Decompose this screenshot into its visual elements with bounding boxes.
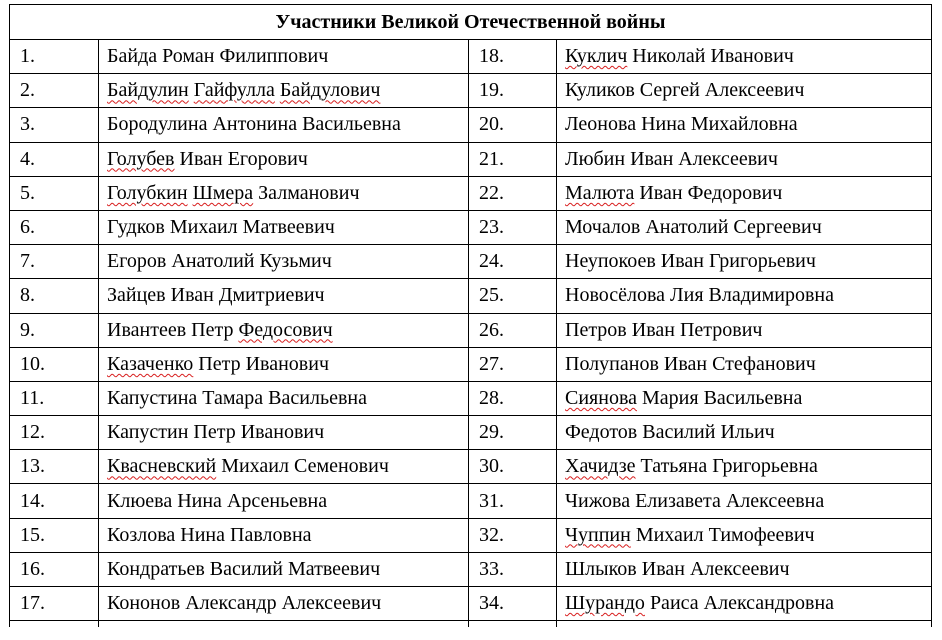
name-word: Федосович: [238, 318, 333, 341]
name-word: Мария: [642, 386, 699, 409]
left-name-cell: [99, 587, 469, 621]
name-word: Матвеевич: [242, 216, 335, 239]
left-number-cell: 5.: [10, 176, 99, 210]
name-word: Григорьевич: [709, 250, 816, 273]
empty-cell: [557, 621, 932, 628]
right-name-cell: [557, 416, 932, 450]
name-word: Петров: [565, 318, 627, 341]
name-word: Иван: [663, 352, 708, 375]
table-row: [10, 313, 932, 347]
right-name-cell: [557, 142, 932, 176]
table-row-continuation: [10, 621, 932, 628]
name-word: Васильевна: [268, 386, 367, 409]
name-word: Иван: [641, 557, 685, 580]
name-word: Чижова: [565, 489, 631, 512]
left-name-cell: [99, 552, 469, 586]
name-word: Нина: [177, 489, 222, 512]
right-name-cell: [557, 245, 932, 279]
table-row: [10, 108, 932, 142]
right-number-cell: 31.: [469, 484, 557, 518]
name-word: Петрович: [679, 318, 763, 341]
name-word: Иван: [660, 250, 704, 273]
right-name-cell: [557, 108, 932, 142]
name-word: Зайцев: [107, 284, 166, 307]
empty-cell: [10, 621, 99, 628]
name-word: Стефанович: [712, 352, 816, 375]
name-word: Леонова: [565, 113, 637, 136]
name-word: Гудков: [107, 216, 165, 239]
right-number-cell: 18.: [469, 40, 557, 74]
right-name-cell: [557, 450, 932, 484]
name-word: Алексеевна: [725, 489, 825, 512]
name-word: Егорович: [227, 147, 308, 170]
table-title: Участники Великой Отечественной войны: [10, 5, 932, 40]
name-word: Сергеевич: [733, 216, 822, 239]
right-number-cell: 26.: [469, 313, 557, 347]
right-name-cell: [557, 74, 932, 108]
name-word: Филиппович: [219, 45, 329, 68]
name-word: Иванович: [240, 421, 325, 444]
left-number-cell: 12.: [10, 416, 99, 450]
name-word: Михаил: [169, 216, 238, 239]
right-number-cell: 27.: [469, 347, 557, 381]
table-row: [10, 74, 932, 108]
name-word: Алексеевич: [281, 592, 382, 615]
left-name-cell: [99, 347, 469, 381]
right-name-cell: [557, 552, 932, 586]
empty-cell: [469, 621, 557, 628]
left-name-cell: [99, 142, 469, 176]
left-name-cell: [99, 381, 469, 415]
name-word: Шурандо: [565, 592, 645, 615]
name-word: Анатолий: [645, 216, 729, 239]
name-word: Козлова: [107, 523, 176, 546]
table-row: [10, 176, 932, 210]
table-row: [10, 484, 932, 518]
name-word: Раиса: [649, 592, 699, 615]
veterans-table: [9, 4, 932, 627]
left-number-cell: 4.: [10, 142, 99, 176]
right-number-cell: 23.: [469, 210, 557, 244]
name-word: Семенович: [293, 455, 389, 478]
name-word: Кузьмич: [259, 250, 332, 273]
name-word: Голубкин: [107, 181, 188, 204]
left-name-cell: [99, 176, 469, 210]
name-word: Хачидзе: [565, 455, 636, 478]
name-word: Капустина: [107, 386, 198, 409]
name-word: Иван: [631, 318, 675, 341]
name-word: Михаил: [635, 523, 704, 546]
name-word: Григорьевна: [712, 455, 818, 478]
name-word: Ильич: [720, 421, 775, 444]
table-row: [10, 279, 932, 313]
table-body: [10, 40, 932, 628]
table-row: [10, 347, 932, 381]
name-word: Владимировна: [708, 284, 834, 307]
name-word: Иван: [630, 147, 674, 170]
name-word: Алексеевич: [689, 557, 790, 580]
name-word: Новосёлова: [565, 284, 666, 307]
name-word: Иван: [170, 284, 214, 307]
left-name-cell: [99, 245, 469, 279]
name-word: Нина: [641, 113, 686, 136]
name-word: Васильевна: [703, 386, 803, 409]
table-row: [10, 552, 932, 586]
name-word: Чуппин: [565, 523, 631, 546]
right-name-cell: [557, 587, 932, 621]
name-word: Сиянова: [565, 386, 638, 409]
right-name-cell: [557, 484, 932, 518]
name-word: Тимофеевич: [708, 523, 815, 546]
name-word: Матвеевич: [287, 557, 381, 580]
name-word: Петр: [191, 318, 234, 341]
name-word: Иван: [639, 181, 683, 204]
left-name-cell: [99, 518, 469, 552]
name-word: Полупанов: [565, 352, 659, 375]
left-name-cell: [99, 108, 469, 142]
empty-cell: [99, 621, 469, 628]
name-word: Бородулина: [107, 113, 208, 136]
right-number-cell: 33.: [469, 552, 557, 586]
left-number-cell: 16.: [10, 552, 99, 586]
right-number-cell: 25.: [469, 279, 557, 313]
table-row: [10, 416, 932, 450]
name-word: Алексеевич: [704, 79, 805, 102]
name-word: Иванович: [710, 45, 794, 68]
name-word: Шмера: [192, 181, 254, 204]
left-name-cell: [99, 74, 469, 108]
name-word: Мочалов: [565, 216, 641, 239]
name-word: Лия: [670, 284, 704, 307]
table-row: [10, 245, 932, 279]
right-name-cell: [557, 313, 932, 347]
name-word: Неупокоев: [565, 250, 656, 273]
name-word: Васильевна: [302, 113, 401, 136]
right-number-cell: 20.: [469, 108, 557, 142]
name-word: Залманович: [258, 181, 360, 204]
name-word: Капустин: [107, 421, 189, 444]
table-row: [10, 518, 932, 552]
name-word: Любин: [565, 147, 626, 170]
name-word: Сергей: [639, 79, 700, 102]
left-number-cell: 15.: [10, 518, 99, 552]
name-word: Арсеньевна: [226, 489, 328, 512]
left-number-cell: 17.: [10, 587, 99, 621]
name-word: Алексеевич: [678, 147, 778, 170]
left-number-cell: 8.: [10, 279, 99, 313]
name-word: Малюта: [565, 181, 635, 204]
right-name-cell: [557, 518, 932, 552]
table-row: [10, 587, 932, 621]
left-name-cell: [99, 40, 469, 74]
name-word: Василий: [209, 557, 283, 580]
table-row: [10, 40, 932, 74]
left-name-cell: [99, 210, 469, 244]
right-name-cell: [557, 40, 932, 74]
left-number-cell: 11.: [10, 381, 99, 415]
name-word: Павловна: [230, 523, 312, 546]
left-number-cell: 7.: [10, 245, 99, 279]
right-number-cell: 22.: [469, 176, 557, 210]
left-name-cell: [99, 313, 469, 347]
name-word: Анатолий: [171, 250, 255, 273]
name-word: Куклич: [565, 45, 628, 68]
right-number-cell: 21.: [469, 142, 557, 176]
name-word: Кондратьев: [107, 557, 205, 580]
name-word: Куликов: [565, 79, 635, 102]
left-name-cell: [99, 484, 469, 518]
name-word: Клюева: [107, 489, 173, 512]
name-word: Михайловна: [690, 113, 798, 136]
name-word: Василий: [642, 421, 716, 444]
name-word: Дмитриевич: [218, 284, 325, 307]
name-word: Роман: [162, 45, 215, 68]
name-word: Тамара: [202, 386, 264, 409]
table-row: [10, 142, 932, 176]
table-row: [10, 450, 932, 484]
name-word: Байдулин: [107, 79, 189, 102]
right-number-cell: 19.: [469, 74, 557, 108]
name-word: Александровна: [703, 592, 835, 615]
right-number-cell: 28.: [469, 381, 557, 415]
table-row: [10, 210, 932, 244]
name-word: Гайфулла: [193, 79, 275, 102]
right-name-cell: [557, 381, 932, 415]
table-row: [10, 381, 932, 415]
right-name-cell: [557, 176, 932, 210]
right-number-cell: 24.: [469, 245, 557, 279]
name-word: Кононов: [107, 592, 181, 615]
name-word: Иванович: [245, 352, 330, 375]
name-word: Байда: [107, 45, 158, 68]
right-number-cell: 29.: [469, 416, 557, 450]
name-word: Ивантеев: [107, 318, 187, 341]
name-word: Шлыков: [565, 557, 637, 580]
left-number-cell: 10.: [10, 347, 99, 381]
left-number-cell: 14.: [10, 484, 99, 518]
name-word: Федорович: [687, 181, 783, 204]
right-name-cell: [557, 210, 932, 244]
left-number-cell: 13.: [10, 450, 99, 484]
name-word: Казаченко: [107, 352, 194, 375]
left-name-cell: [99, 416, 469, 450]
title-row: [10, 5, 932, 40]
left-name-cell: [99, 279, 469, 313]
name-word: Нина: [180, 523, 226, 546]
right-number-cell: 34.: [469, 587, 557, 621]
right-number-cell: 30.: [469, 450, 557, 484]
left-number-cell: 2.: [10, 74, 99, 108]
left-name-cell: [99, 450, 469, 484]
name-word: Петр: [193, 421, 236, 444]
left-number-cell: 3.: [10, 108, 99, 142]
name-word: Михаил: [221, 455, 289, 478]
name-word: Иван: [179, 147, 223, 170]
right-number-cell: 32.: [469, 518, 557, 552]
name-word: Петр: [198, 352, 241, 375]
right-name-cell: [557, 347, 932, 381]
left-number-cell: 1.: [10, 40, 99, 74]
name-word: Байдулович: [279, 79, 381, 102]
name-word: Татьяна: [640, 455, 708, 478]
name-word: Антонина: [212, 113, 298, 136]
left-number-cell: 9.: [10, 313, 99, 347]
name-word: Голубев: [107, 147, 175, 170]
left-number-cell: 6.: [10, 210, 99, 244]
right-name-cell: [557, 279, 932, 313]
name-word: Федотов: [565, 421, 638, 444]
name-word: Квасневский: [107, 455, 217, 478]
name-word: Николай: [632, 45, 706, 68]
name-word: Александр: [185, 592, 277, 615]
name-word: Елизавета: [635, 489, 721, 512]
name-word: Егоров: [107, 250, 167, 273]
